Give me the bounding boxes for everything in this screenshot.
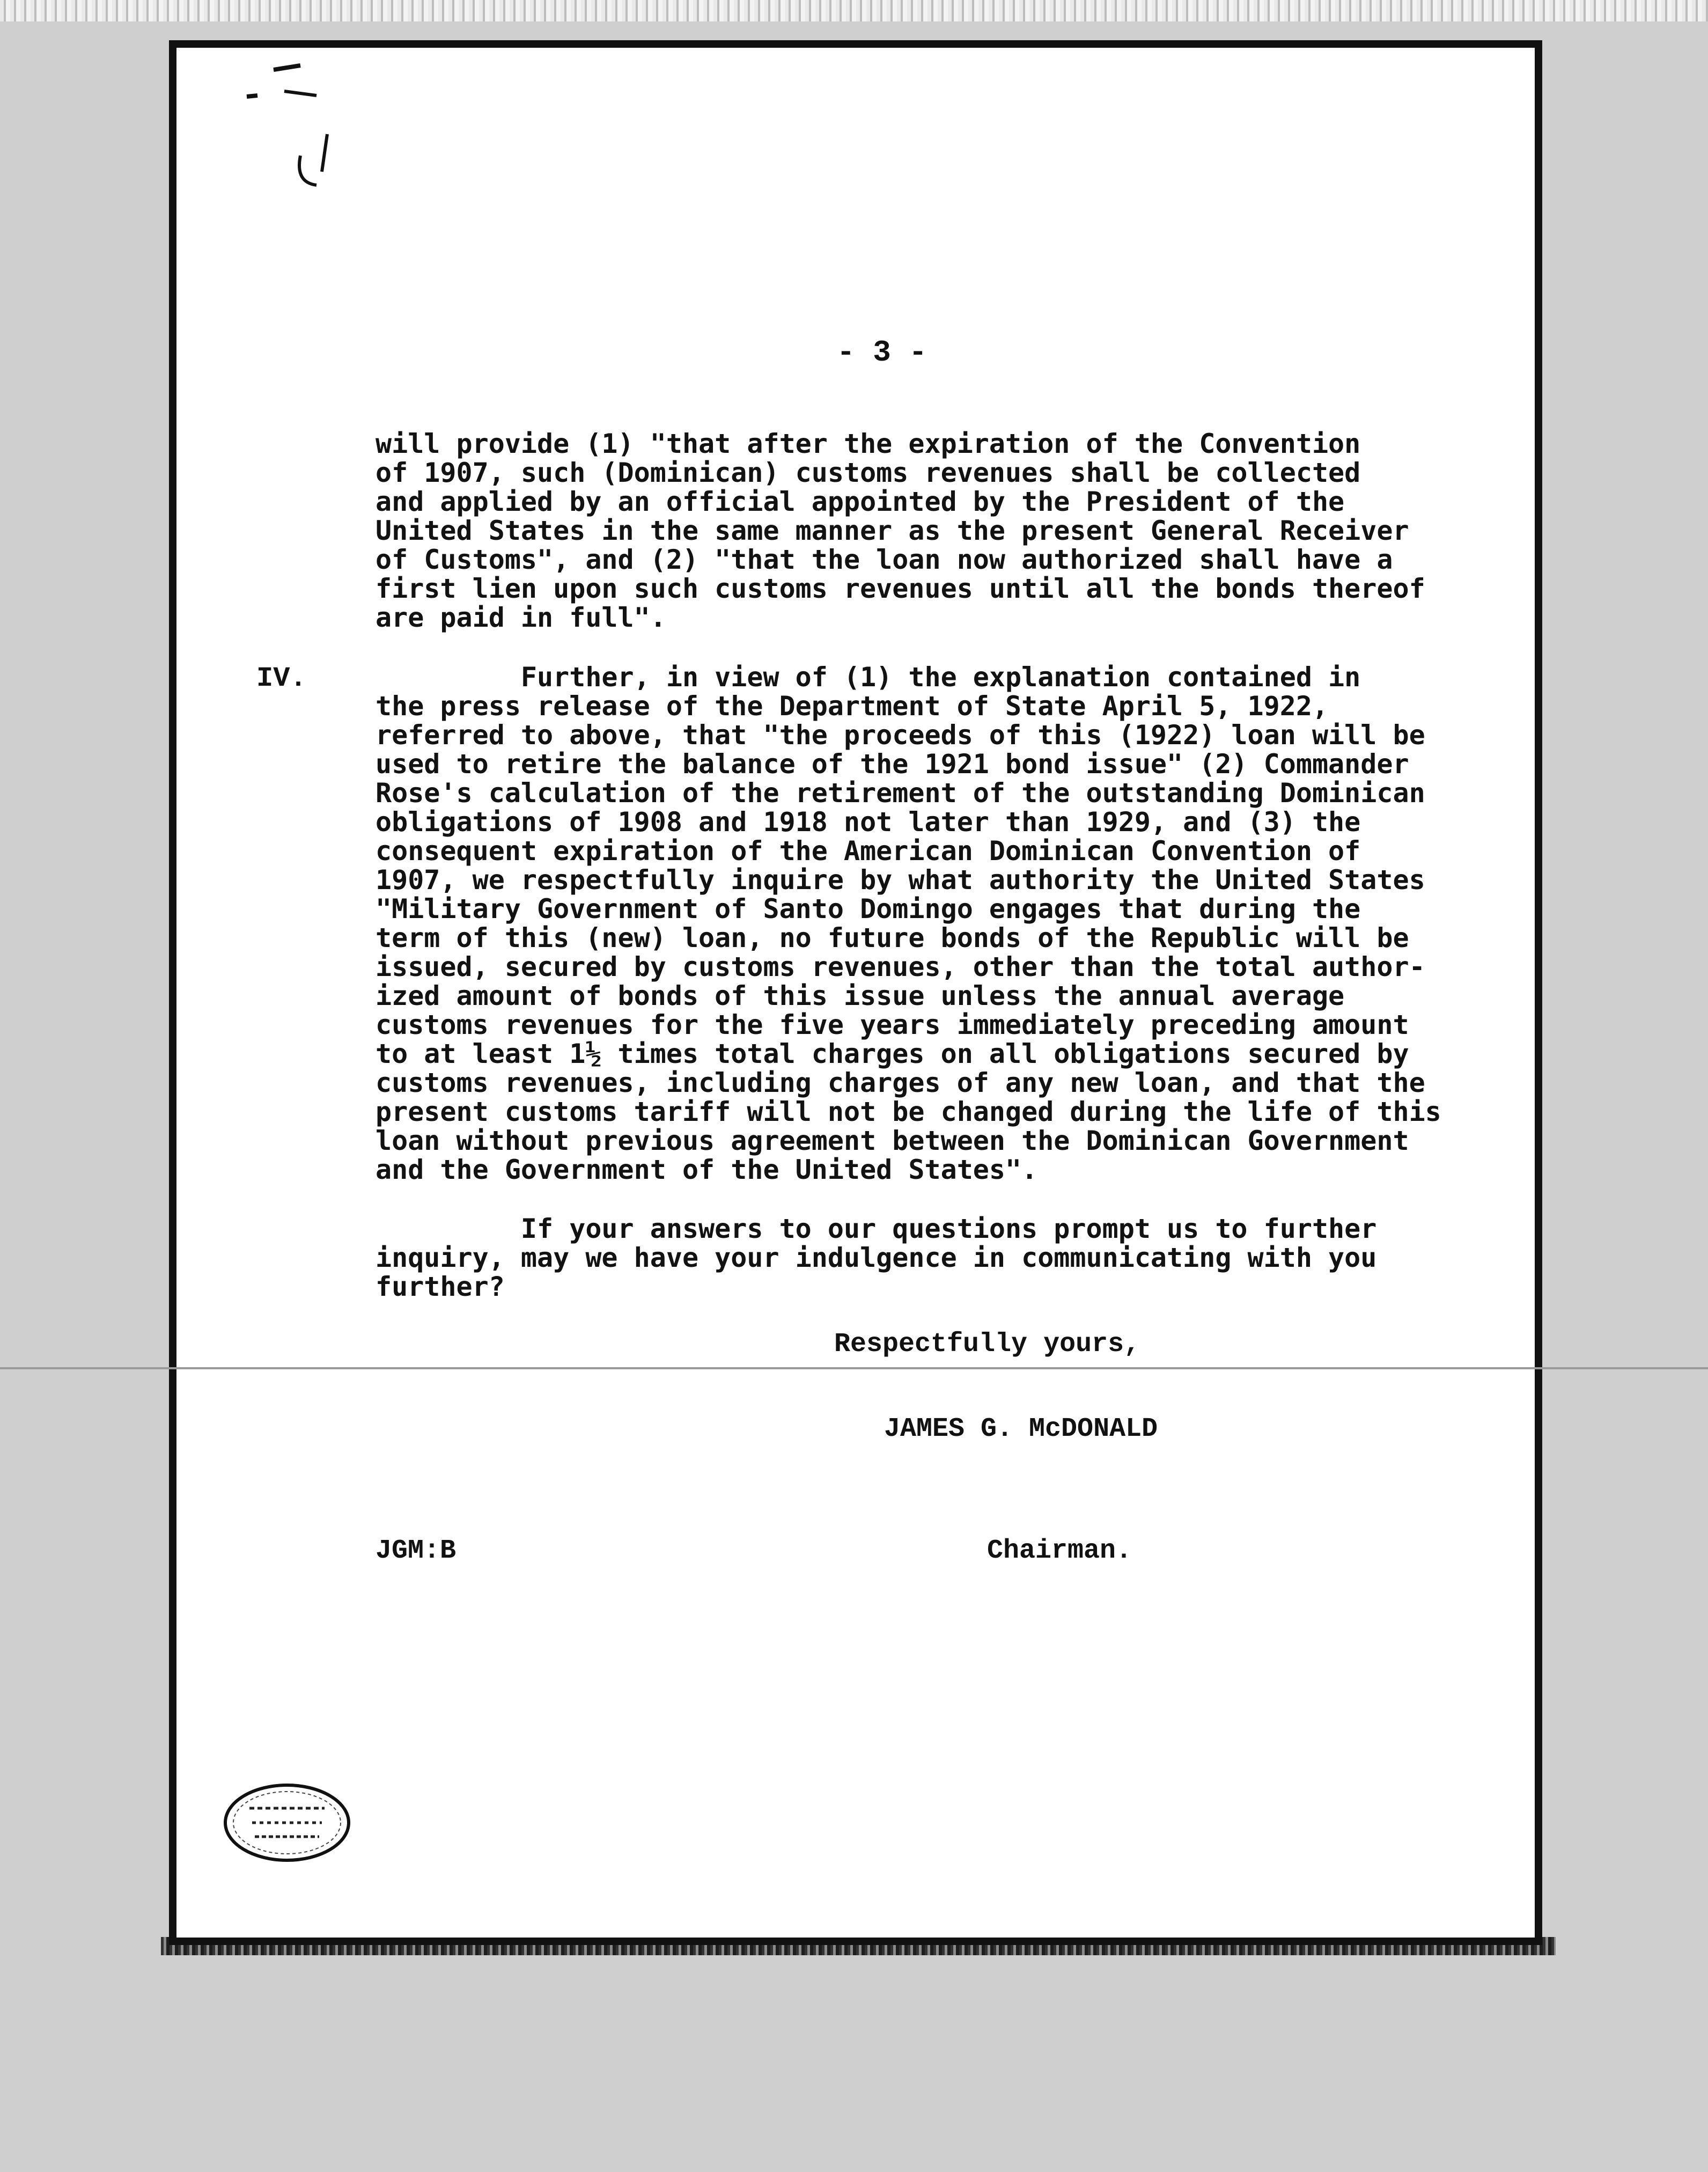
archive-stamp: [220, 1779, 354, 1867]
fold-line: [0, 1367, 1708, 1369]
section-number: IV.: [256, 663, 307, 694]
signer-title: Chairman.: [987, 1536, 1132, 1566]
paragraph-inquiry: Further, in view of (1) the explanation contained in the press release of the Department of State April 5, 1922, referred to above, that "the proceeds of this (1922) loan will be used to retire the balance of the 1921 bond issue" (2) Commander Rose's calculation of the retirement of the outstanding Dominican obligations of 1908 and 1918 not later than 1929, and (3) the consequent expiration of the American Dominican Convention of 1907, we respectfully inquire by what authority the United States "Military Government of Santo Domingo engages that during the term of this (new) loan, no future bonds of the Republic will be issued, secured by customs revenues, other than the total author- ized amount of bonds of this issue unless the annual average customs revenues for the five years immediately preceding amount to at least 1½ times total charges on all obligations secured by customs revenues, including charges of any new loan, and that the present customs tariff will not be changed during the life of this loan without previous agreement between the Dominican Government and the Government of the United States".: [376, 662, 1441, 1185]
paragraph-continuation: will provide (1) "that after the expiration of the Convention of 1907, such (Dominican) customs revenues shall be collected and applied by an official appointed by the President of the United States in the same manner as the present General Receiver of Customs", and (2) "that the loan now authorized shall have a first lien upon such customs revenues until all the bonds thereof are paid in full".: [376, 428, 1425, 633]
scan-edge-top: [0, 0, 1708, 21]
complimentary-close: Respectfully yours,: [834, 1329, 1140, 1360]
signer-name: JAMES G. McDONALD: [884, 1414, 1158, 1444]
pencil-marks: [236, 54, 354, 199]
page-number: - 3 -: [837, 335, 927, 370]
paragraph-closing-request: If your answers to our questions prompt us to further inquiry, may we have your indulgence in communicating with you further?: [376, 1213, 1377, 1302]
reference-initials: JGM:B: [376, 1536, 457, 1566]
